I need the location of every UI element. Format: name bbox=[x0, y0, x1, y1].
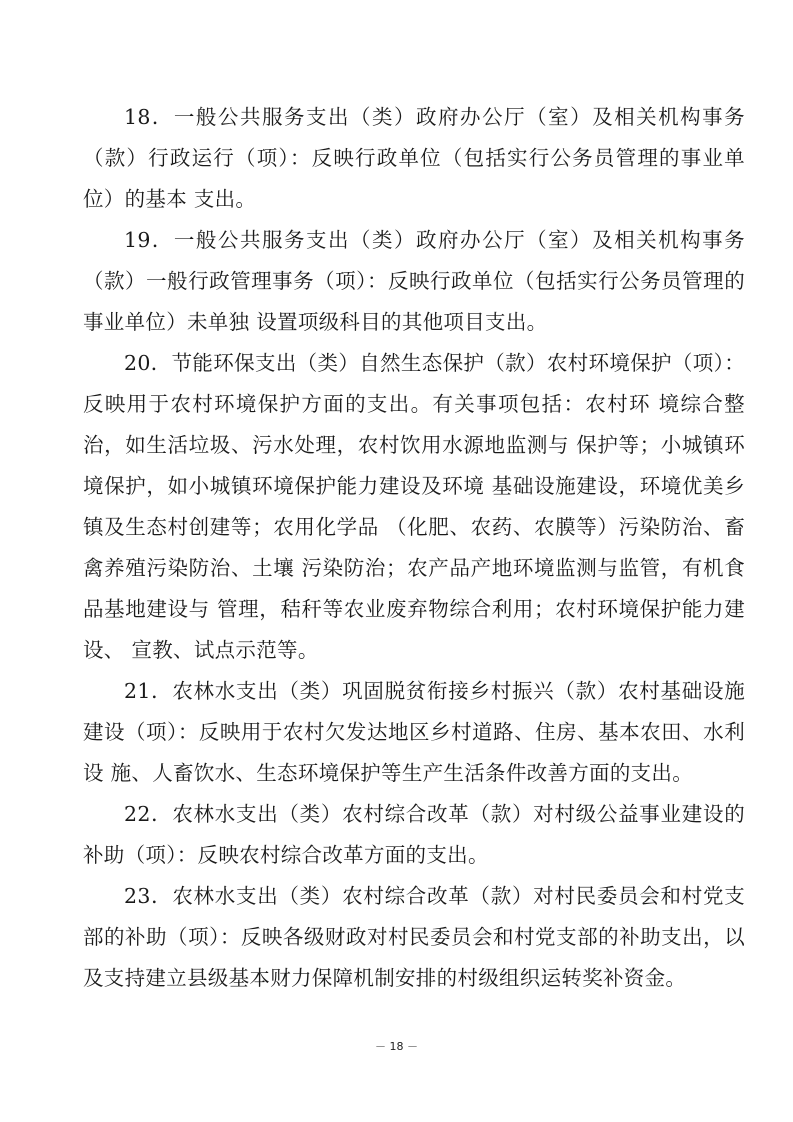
paragraph-item-23: 23．农林水支出（类）农村综合改革（款）对村民委员会和村党支部的补助（项）：反映各级财政对村民委员会和村党支部的补助支出，以及支持建立县级基本财力保障机制安排的村级组织运转奖补资金。 bbox=[83, 884, 745, 990]
paragraph-item-22: 22．农林水支出（类）农村综合改革（款）对村级公益事业建设的补助（项）：反映农村综合改革方面的支出。 bbox=[83, 802, 745, 867]
paragraph-item-20: 20．节能环保支出（类）自然生态保护（款）农村环境保护（项）：反映用于农村环境保护方面的支出。有关事项包括：农村环 境综合整治，如生活垃圾、污水处理，农村饮用水源地监测与 保护等；小城镇环境保护，如小城镇环境保护能力建设及环境 基础设施建设，环境优美乡镇及生态村创建等；农用化学品 （化肥、农药、农膜等）污染防治、畜禽养殖污染防治、土壤 污染防治；农产品产地环境监测与监管，有机食品基地建设与 管理，秸秆等农业废弃物综合利用；农村环境保护能力建设、 宣教、试点示范等。 bbox=[83, 351, 745, 662]
paragraph-item-19: 19．一般公共服务支出（类）政府办公厅（室）及相关机构事务（款）一般行政管理事务（项）：反映行政单位（包括实行公务员管理的事业单位）未单独 设置项级科目的其他项目支出。 bbox=[83, 228, 745, 334]
document-body bbox=[83, 97, 745, 999]
paragraph-item-21: 21．农林水支出（类）巩固脱贫衔接乡村振兴（款）农村基础设施建设（项）：反映用于农村欠发达地区乡村道路、住房、基本农田、水利设 施、人畜饮水、生态环境保护等生产生活条件改善方面的支出。 bbox=[83, 679, 745, 785]
page-number: － 18 － bbox=[375, 1040, 418, 1053]
paragraph-item-18: 18．一般公共服务支出（类）政府办公厅（室）及相关机构事务（款）行政运行（项）：反映行政单位（包括实行公务员管理的事业单位）的基本 支出。 bbox=[83, 105, 745, 211]
